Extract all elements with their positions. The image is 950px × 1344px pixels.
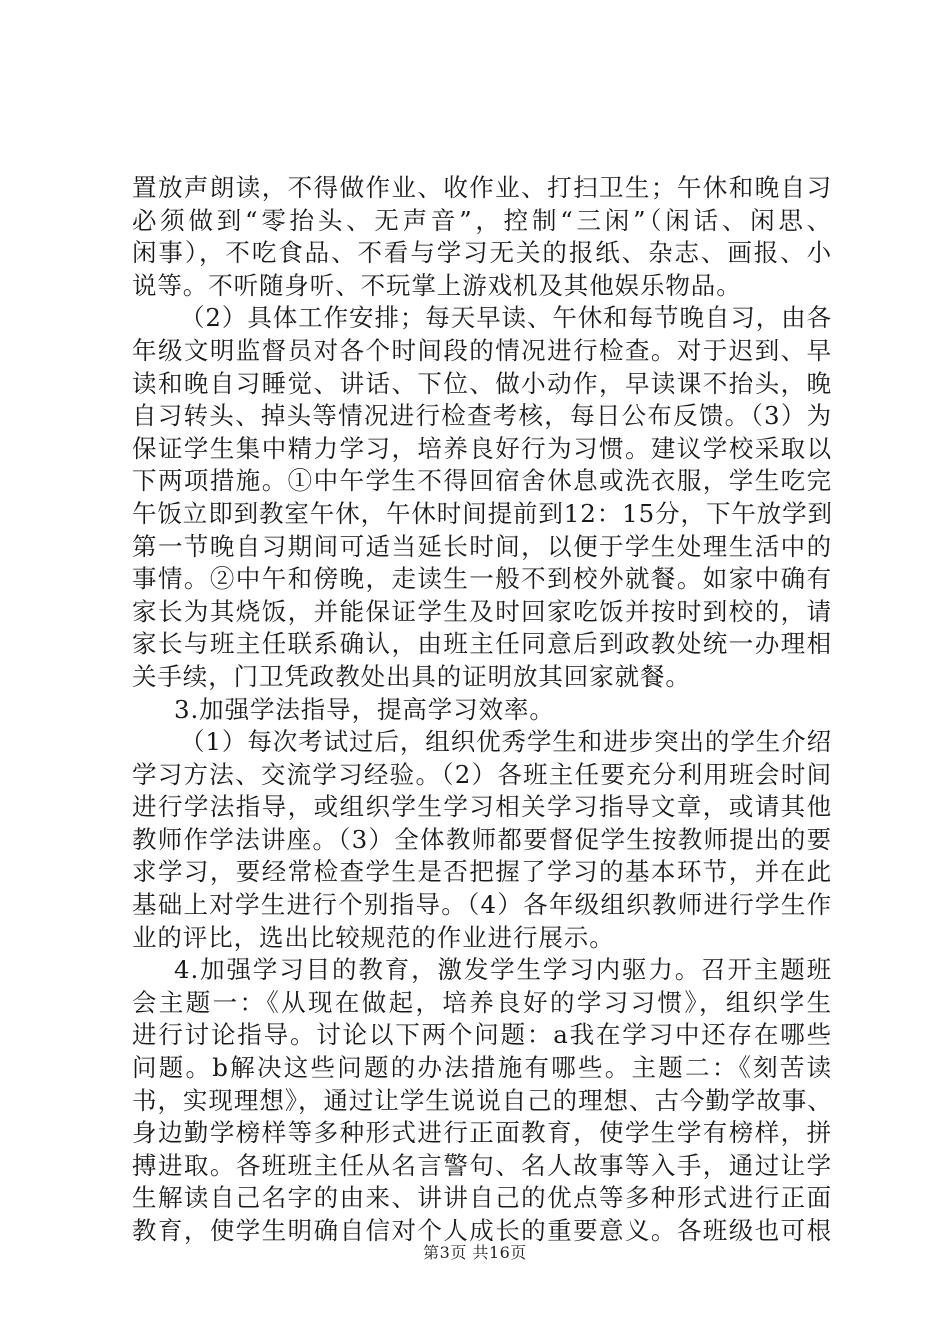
text-line: 读和晚自习睡觉、讲话、下位、做小动作，早读课不抬头，晚 xyxy=(132,368,832,398)
text-line: 学习方法、交流学习经验。（2）各班主任要充分利用班会时间 xyxy=(132,759,832,789)
text-line: 家长为其烧饭，并能保证学生及时回家吃饭并按时到校的，请 xyxy=(132,596,832,626)
text-line: 求学习，要经常检查学生是否把握了学习的基本环节，并在此 xyxy=(132,857,832,887)
text-line: 进行讨论指导。讨论以下两个问题：a我在学习中还存在哪些 xyxy=(132,1020,832,1050)
text-line: 置放声朗读，不得做作业、收作业、打扫卫生；午休和晚自习 xyxy=(132,173,832,202)
text-line: 生解读自己名字的由来、讲讲自己的优点等多种形式进行正面 xyxy=(132,1183,832,1213)
paragraph-first-line: （1）每次考试过后，组织优秀学生和进步突出的学生介绍 xyxy=(180,727,832,757)
text-line: 午饭立即到教室午休，午休时间提前到12：15分，下午放学到 xyxy=(132,498,833,528)
text-line: 第一节晚自习期间可适当延长时间，以便于学生处理生活中的 xyxy=(132,531,832,561)
text-line: 关手续，门卫凭政教处出具的证明放其回家就餐。 xyxy=(132,661,691,691)
text-line: 教师作学法讲座。（3）全体教师都要督促学生按教师提出的要 xyxy=(132,824,832,854)
text-line: 年级文明监督员对各个时间段的情况进行检查。对于迟到、早 xyxy=(132,335,832,365)
text-line: 进行学法指导，或组织学生学习相关学习指导文章，或请其他 xyxy=(132,792,832,822)
text-line: 保证学生集中精力学习，培养良好行为习惯。建议学校采取以 xyxy=(132,433,832,463)
text-line: 下两项措施。①中午学生不得回宿舍休息或洗衣服，学生吃完 xyxy=(132,466,832,496)
text-line: 说等。不听随身听、不玩掌上游戏机及其他娱乐物品。 xyxy=(132,270,742,300)
paragraph-first-line: （2）具体工作安排；每天早读、午休和每节晚自习，由各 xyxy=(180,303,832,333)
text-line: 必须做到“零抬头、无声音”，控制“三闲”（闲话、闲思、 xyxy=(132,205,832,235)
text-line: 身边勤学榜样等多种形式进行正面教育，使学生学有榜样，拼 xyxy=(132,1118,832,1148)
text-line: 家长与班主任联系确认，由班主任同意后到政教处统一办理相 xyxy=(132,629,832,659)
paragraph-first-line: 4.加强学习目的教育，激发学生学习内驱力。召开主题班 xyxy=(174,955,832,985)
text-line: 自习转头、掉头等情况进行检查考核，每日公布反馈。（3）为 xyxy=(132,401,832,431)
text-line: 教育，使学生明确自信对个人成长的重要意义。各班级也可根 xyxy=(132,1216,832,1245)
section-heading: 3.加强学法指导，提高学习效率。 xyxy=(174,694,555,724)
page-number-footer: 第3页 共16页 xyxy=(423,1243,527,1262)
text-line: 业的评比，选出比较规范的作业进行展示。 xyxy=(132,922,615,952)
text-line: 会主题一：《从现在做起，培养良好的学习习惯》，组织学生 xyxy=(132,987,832,1017)
document-body xyxy=(132,172,832,1248)
text-line: 闲事），不吃食品、不看与学习无关的报纸、杂志、画报、小 xyxy=(132,238,832,268)
text-line: 搏进取。各班班主任从名言警句、名人故事等入手，通过让学 xyxy=(132,1150,832,1180)
text-line: 基础上对学生进行个别指导。（4）各年级组织教师进行学生作 xyxy=(132,890,832,920)
text-line: 问题。b解决这些问题的办法措施有哪些。主题二：《刻苦读 xyxy=(132,1053,832,1083)
text-line: 事情。②中午和傍晚，走读生一般不到校外就餐。如家中确有 xyxy=(132,564,832,594)
text-line: 书，实现理想》，通过让学生说说自己的理想、古今勤学故事、 xyxy=(132,1085,832,1115)
